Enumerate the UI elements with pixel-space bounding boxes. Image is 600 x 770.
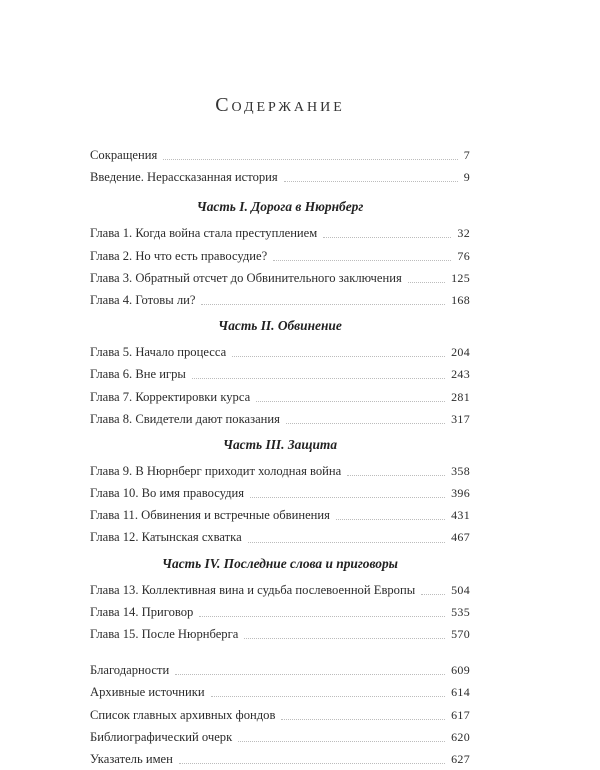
toc-entry-page: 620 — [451, 729, 470, 744]
part-heading-4[interactable]: Часть IV. Последние слова и приговоры — [162, 555, 398, 571]
toc-entry-chapter-7[interactable] — [90, 386, 470, 408]
toc-entry-label: Глава 2. Но что есть правосудие? — [90, 248, 268, 263]
toc-entry-chapter-4[interactable] — [90, 289, 470, 311]
dot-leader — [232, 355, 445, 357]
dot-leader — [347, 474, 445, 476]
dot-leader — [323, 236, 451, 238]
part-heading-3[interactable]: Часть III. Защита — [222, 436, 338, 452]
toc-entry-page: 168 — [451, 292, 470, 307]
page-title: Содержание — [215, 94, 345, 116]
toc-entry-label: Глава 15. После Нюрнберга — [90, 627, 239, 641]
dot-leader — [284, 180, 458, 182]
toc-entry-chapter-1[interactable] — [90, 222, 470, 244]
toc-entry-label: Глава 9. В Нюрнберг приходит холодная война — [90, 463, 342, 478]
toc-entry-label: Глава 11. Обвинения и встречные обвинения — [90, 508, 330, 523]
toc-entry-page: 504 — [451, 582, 470, 597]
toc-entry-page: 7 — [463, 148, 470, 162]
toc-entry-page: 204 — [451, 345, 470, 360]
toc-entry-acknowledgements[interactable] — [90, 659, 470, 681]
toc-entry-chapter-6[interactable] — [90, 363, 470, 385]
toc-entry-label: Список главных архивных фондов — [90, 707, 276, 722]
toc-entry-chapter-9[interactable] — [90, 460, 470, 482]
toc-entry-archival-fonds[interactable] — [90, 704, 470, 726]
dot-leader — [175, 673, 445, 675]
toc-entry-chapter-12[interactable] — [90, 526, 470, 548]
toc-entry-page: 125 — [451, 270, 470, 285]
toc-entry-page: 627 — [451, 751, 470, 766]
dot-leader — [192, 377, 445, 379]
dot-leader — [244, 637, 445, 639]
toc-entry-label: Глава 3. Обратный отсчет до Обвинительного заключения — [90, 270, 402, 285]
toc-entry-chapter-13[interactable] — [90, 579, 470, 601]
toc-entry-label: Глава 12. Катынская схватка — [90, 530, 242, 545]
toc-entry-label: Глава 4. Готовы ли? — [90, 292, 196, 307]
toc-entry-label: Глава 14. Приговор — [90, 604, 194, 619]
toc-entry-label: Сокращения — [90, 148, 158, 162]
dot-leader — [248, 541, 445, 543]
toc-entry-chapter-11[interactable] — [90, 504, 470, 526]
toc-entry-label: Введение. Нерассказанная история — [90, 170, 278, 185]
dot-leader — [179, 762, 445, 764]
toc-entry-chapter-14[interactable] — [90, 601, 470, 623]
toc-entry-page: 243 — [451, 367, 470, 382]
toc-entry-page: 32 — [457, 226, 470, 241]
toc-entry-page: 614 — [451, 685, 470, 700]
toc-entry-archival-sources[interactable] — [90, 681, 470, 703]
toc-entry-label: Указатель имен — [90, 751, 173, 766]
toc-entry-label: Глава 5. Начало процесса — [90, 345, 227, 360]
table-of-contents — [90, 144, 470, 770]
toc-entry-introduction[interactable] — [90, 166, 470, 188]
dot-leader — [163, 158, 457, 160]
part-heading-1[interactable]: Часть I. Дорога в Нюрнберг — [196, 199, 364, 215]
toc-entry-label: Благодарности — [90, 663, 170, 678]
dot-leader — [211, 695, 445, 697]
dot-leader — [201, 303, 445, 305]
dot-leader — [238, 740, 445, 742]
toc-entry-chapter-15[interactable] — [90, 623, 470, 645]
toc-entry-bibliographic-essay[interactable] — [90, 726, 470, 748]
toc-entry-chapter-10[interactable] — [90, 482, 470, 504]
toc-entry-page: 609 — [451, 663, 470, 678]
toc-entry-label: Глава 1. Когда война стала преступлением — [90, 226, 318, 241]
toc-entry-page: 431 — [451, 508, 470, 523]
toc-entry-page: 570 — [451, 627, 470, 641]
toc-entry-label: Архивные источники — [90, 685, 205, 700]
part-heading-2[interactable]: Часть II. Обвинение — [218, 318, 342, 334]
dot-leader — [421, 593, 445, 595]
dot-leader — [256, 400, 445, 402]
dot-leader — [281, 718, 445, 720]
toc-entry-page: 358 — [451, 463, 470, 478]
toc-entry-label: Глава 13. Коллективная вина и судьба послевоенной Европы — [90, 582, 416, 597]
toc-entry-chapter-3[interactable] — [90, 267, 470, 289]
toc-entry-page: 281 — [451, 389, 470, 404]
dot-leader — [273, 259, 451, 261]
toc-entry-label: Глава 10. Во имя правосудия — [90, 486, 245, 501]
dot-leader — [250, 496, 445, 498]
dot-leader — [286, 422, 445, 424]
toc-entry-page: 76 — [457, 248, 470, 263]
toc-entry-page: 396 — [451, 486, 470, 501]
toc-entry-label: Библиографический очерк — [90, 729, 233, 744]
toc-entry-page: 617 — [451, 707, 470, 722]
dot-leader — [336, 518, 445, 520]
toc-entry-abbreviations[interactable] — [90, 144, 470, 166]
toc-entry-page: 467 — [451, 530, 470, 545]
section-gap — [90, 645, 470, 659]
toc-entry-chapter-5[interactable] — [90, 341, 470, 363]
toc-entry-label: Глава 7. Корректировки курса — [90, 389, 251, 404]
dot-leader — [199, 615, 445, 617]
toc-entry-chapter-2[interactable] — [90, 245, 470, 267]
dot-leader — [408, 281, 445, 283]
toc-entry-page: 9 — [463, 170, 470, 185]
toc-entry-page: 535 — [451, 604, 470, 619]
toc-entry-label: Глава 6. Вне игры — [90, 367, 186, 382]
toc-entry-label: Глава 8. Свидетели дают показания — [90, 411, 280, 426]
toc-entry-chapter-8[interactable] — [90, 408, 470, 430]
toc-entry-name-index[interactable] — [90, 748, 470, 770]
toc-entry-page: 317 — [451, 411, 470, 426]
